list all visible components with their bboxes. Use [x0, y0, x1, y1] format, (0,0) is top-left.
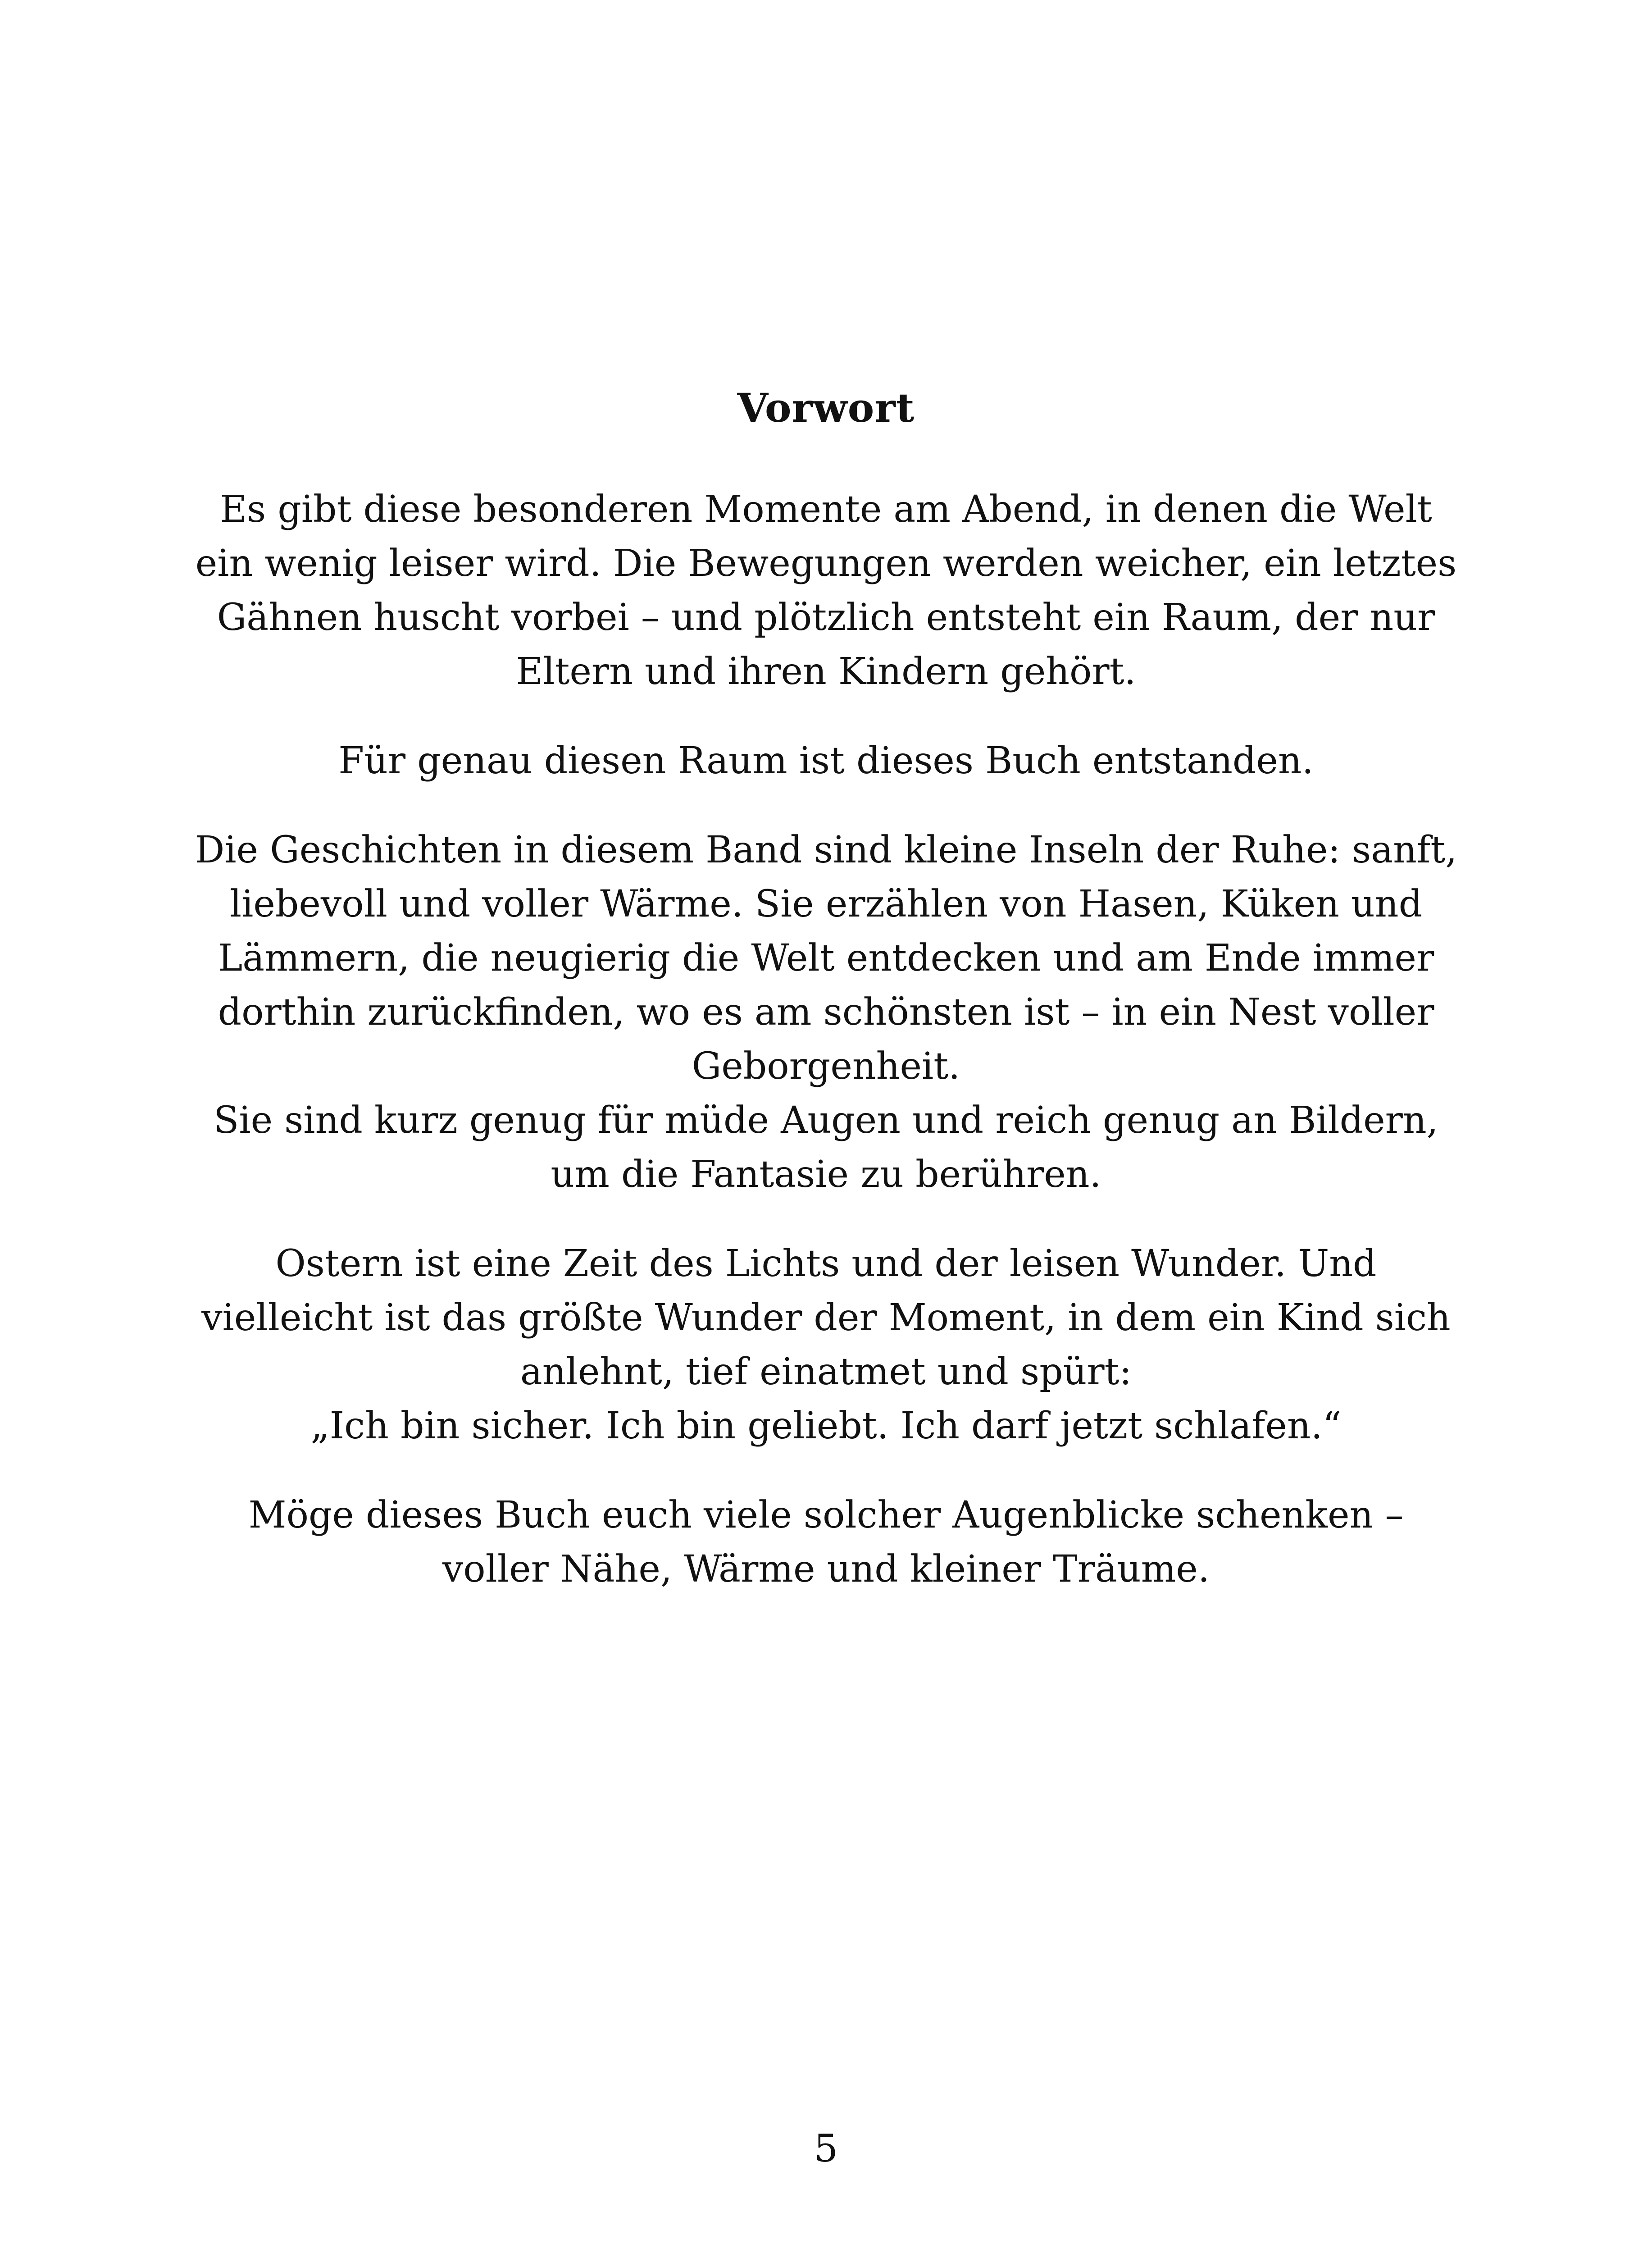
text-line: „Ich bin sicher. Ich bin geliebt. Ich darf jetzt schlafen.“	[310, 1405, 1342, 1447]
foreword-content	[189, 385, 1463, 1632]
text-line: Geborgenheit.	[692, 1045, 960, 1088]
text-line: Es gibt diese besonderen Momente am Abend, in denen die Welt	[220, 488, 1432, 531]
text-line: voller Nähe, Wärme und kleiner Träume.	[442, 1548, 1210, 1591]
paragraph-easter	[189, 1237, 1463, 1453]
text-line: Sie sind kurz genug für müde Augen und reich genug an Bildern,	[214, 1099, 1438, 1142]
text-line: um die Fantasie zu berühren.	[551, 1153, 1101, 1196]
page-number: 5	[814, 2126, 838, 2171]
text-line: anlehnt, tief einatmet und spürt:	[520, 1350, 1132, 1393]
text-line: Für genau diesen Raum ist dieses Buch entstanden.	[338, 739, 1314, 782]
text-line: ein wenig leiser wird. Die Bewegungen werden weicher, ein letztes	[195, 542, 1457, 585]
paragraph-stories	[189, 823, 1463, 1202]
text-line: Lämmern, die neugierig die Welt entdecken und am Ende immer	[218, 937, 1434, 980]
paragraph-closing	[189, 1488, 1463, 1596]
text-line: vielleicht ist das größte Wunder der Moment, in dem ein Kind sich	[201, 1296, 1451, 1339]
chapter-title: Vorwort	[737, 384, 915, 431]
paragraph-purpose	[189, 734, 1463, 788]
text-line: Ostern ist eine Zeit des Lichts und der leisen Wunder. Und	[275, 1242, 1377, 1285]
text-line: Eltern und ihren Kindern gehört.	[516, 650, 1136, 693]
text-line: dorthin zurückfinden, wo es am schönsten ist – in ein Nest voller	[218, 991, 1434, 1034]
text-line: Gähnen huscht vorbei – und plötzlich entsteht ein Raum, der nur	[217, 596, 1435, 639]
text-line: Möge dieses Buch euch viele solcher Augenblicke schenken –	[248, 1494, 1404, 1537]
text-line: liebevoll und voller Wärme. Sie erzählen von Hasen, Küken und	[229, 883, 1423, 926]
text-line: Die Geschichten in diesem Band sind kleine Inseln der Ruhe: sanft,	[195, 829, 1457, 871]
paragraph-intro	[189, 483, 1463, 699]
